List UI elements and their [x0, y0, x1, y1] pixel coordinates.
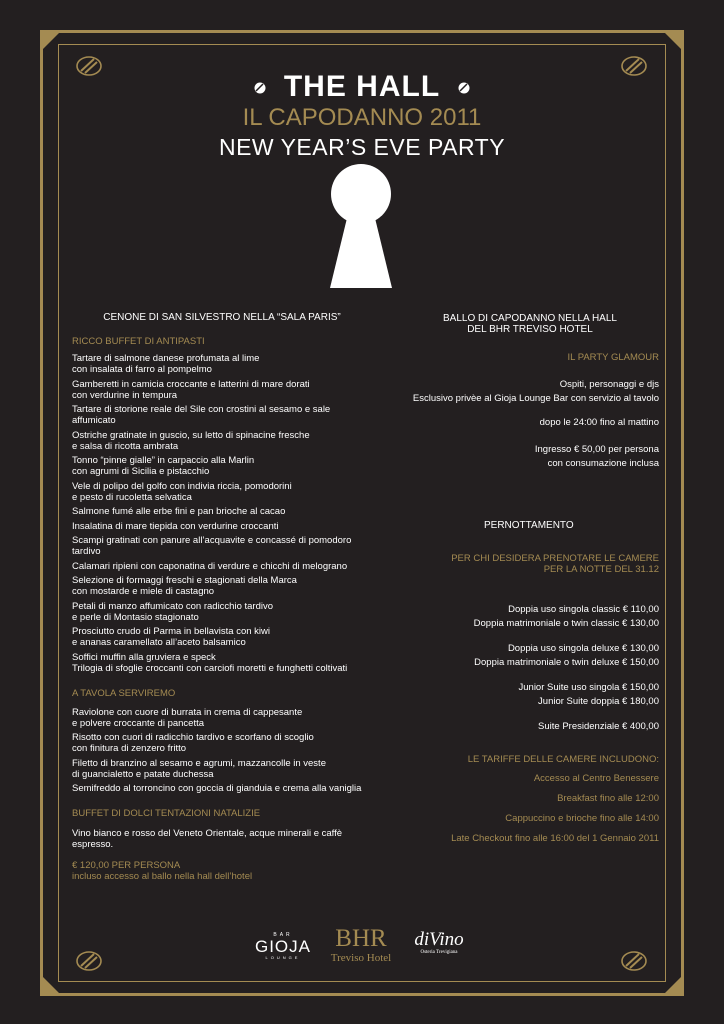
corner-triangle-top-left	[40, 30, 62, 52]
entry-line: Ingresso € 50,00 per persona	[534, 444, 659, 455]
keyhole-icon	[328, 164, 394, 290]
brand-dot-icon	[254, 82, 266, 94]
tavola-title: A TAVOLA SERVIREMO	[72, 687, 176, 699]
divino-logo	[404, 930, 474, 955]
drinks-text: Vino bianco e rosso del Veneto Orientale, acque minerali e caffè espresso.	[72, 828, 343, 850]
menu-item: Prosciutto crudo di Parma in bellavista con kiwi e ananas caramellato all’aceto balsamico	[72, 626, 271, 648]
stay-subtitle	[405, 553, 659, 575]
dinner-price: € 120,00 PER PERSONA	[72, 860, 181, 871]
dinner-section	[72, 312, 372, 882]
room-rate: Doppia matrimoniale o twin deluxe € 150,00	[474, 657, 659, 668]
gioja-logo-name: GIOJA	[254, 937, 311, 956]
menu-item: Salmone fumé alle erbe fini e pan brioche al cacao	[72, 506, 286, 517]
brand-logo	[0, 70, 724, 104]
include-item: Breakfast fino alle 12:00	[557, 793, 659, 804]
menu-item: Tonno “pinne gialle” in carpaccio alla Marlin con agrumi di Sicilia e pistacchio	[72, 455, 255, 477]
title-english: NEW YEAR’S EVE PARTY	[218, 134, 506, 160]
menu-item: Raviolone con cuore di burrata in crema di cappesante e polvere croccante di pancetta	[72, 706, 303, 729]
rooms-deluxe	[405, 643, 659, 668]
menu-item: Calamari ripieni con caponatina di verdure e chicchi di melograno	[72, 560, 348, 572]
includes-title: LE TARIFFE DELLE CAMERE INCLUDONO:	[467, 754, 659, 765]
party-time: dopo le 24:00 fino al mattino	[539, 417, 659, 428]
party-heading	[405, 313, 655, 335]
dinner-heading: CENONE DI SAN SILVESTRO NELLA “SALA PARIS”	[103, 312, 341, 323]
party-heading-line: DEL BHR TREVISO HOTEL	[467, 324, 593, 335]
menu-item: Gamberetti in camicia croccante e latterini di mare dorati con verdurine in tempura	[72, 378, 310, 401]
menu-item: Tartare di storione reale del Sile con crostini al sesamo e sale affumicato	[72, 404, 331, 426]
gioja-logo-sub: LOUNGE	[265, 955, 301, 960]
menu-item: Vele di polipo del golfo con indivia riccia, pomodorini e pesto di rucoletta selvatica	[72, 480, 292, 503]
bhr-logo-sub: Treviso Hotel	[330, 952, 392, 964]
menu-item: Risotto con cuori di radicchio tardivo e scorfano di scoglio con finitura di zenzero fritto	[72, 732, 314, 754]
menu-item: Petali di manzo affumicato con radicchio tardivo e perle di Montasio stagionato	[72, 600, 274, 623]
stay-subtitle-line: PER CHI DESIDERA PRENOTARE LE CAMERE	[451, 553, 659, 564]
includes-list	[405, 773, 659, 853]
menu-item: Ostriche gratinate in guscio, su letto di spinacine fresche e salsa di ricotta ambrata	[72, 429, 310, 452]
menu-item: Insalatina di mare tiepida con verdurine croccanti	[72, 520, 279, 532]
divino-logo-name: diVino	[414, 929, 464, 950]
party-line: Ospiti, personaggi e djs	[559, 379, 659, 390]
tavola-list	[72, 707, 372, 795]
corner-triangle-top-right	[662, 30, 684, 52]
stay-subtitle-line: PER LA NOTTE DEL 31.12	[543, 564, 659, 575]
include-item: Late Checkout fino alle 16:00 del 1 Gennaio 2011	[451, 833, 659, 844]
title-italian: IL CAPODANNO 2011	[242, 104, 482, 131]
antipasti-list	[72, 353, 372, 674]
footer-logos	[0, 920, 724, 980]
party-title: IL PARTY GLAMOUR	[567, 352, 659, 363]
menu-item: Filetto di branzino al sesamo e agrumi, mazzancolle in veste di guancialetto e patate duchessa	[72, 757, 326, 780]
menu-item: Tartare di salmone danese profumata al lime con insalata di farro al pompelmo	[72, 353, 260, 375]
dolci-title: BUFFET DI DOLCI TENTAZIONI NATALIZIE	[72, 808, 261, 819]
room-rate: Doppia uso singola deluxe € 130,00	[507, 643, 659, 654]
room-rate: Doppia matrimoniale o twin classic € 130,00	[473, 618, 659, 629]
party-heading-line: BALLO DI CAPODANNO NELLA HALL	[443, 313, 617, 324]
room-rate: Doppia uso singola classic € 110,00	[508, 604, 659, 615]
antipasti-title: RICCO BUFFET DI ANTIPASTI	[72, 336, 205, 347]
bhr-logo	[327, 926, 395, 964]
menu-item: Scampi gratinati con panure all’acquavite e concassé di pomodoro tardivo	[72, 535, 352, 557]
party-line: Esclusivo privèe al Gioja Lounge Bar con servizio al tavolo	[412, 393, 659, 404]
gioja-logo	[247, 932, 319, 960]
divino-logo-sub: Osteria Trevigiana	[420, 950, 458, 955]
gioja-logo-small: BAR	[273, 932, 293, 938]
menu-item: Soffici muffin alla gruviera e speck Trilogia di sfoglie croccanti con carciofi moretti e funghetti coltivati	[72, 651, 348, 674]
room-rate: Junior Suite uso singola € 150,00	[518, 682, 659, 693]
menu-item: Selezione di formaggi freschi e stagionati della Marca con mostarde e miele di castagno	[72, 575, 297, 597]
include-item: Accesso al Centro Benessere	[533, 773, 659, 784]
brand-dot-icon	[458, 82, 470, 94]
entry-info	[405, 444, 659, 469]
stay-heading: PERNOTTAMENTO	[484, 520, 574, 531]
party-details	[405, 379, 659, 404]
brand-name: THE HALL	[283, 70, 441, 103]
rooms-junior	[405, 682, 659, 707]
menu-item: Semifreddo al torroncino con goccia di gianduia e crema alla vaniglia	[72, 783, 362, 794]
room-rate-presidential: Suite Presidenziale € 400,00	[538, 721, 659, 732]
rooms-classic	[405, 604, 659, 629]
dinner-price-note: incluso accesso al ballo nella hall dell’hotel	[72, 871, 253, 882]
bhr-logo-name: BHR	[335, 925, 387, 952]
entry-line: con consumazione inclusa	[547, 458, 659, 469]
room-rate: Junior Suite doppia € 180,00	[538, 696, 659, 707]
include-item: Cappuccino e brioche fino alle 14:00	[505, 813, 659, 824]
